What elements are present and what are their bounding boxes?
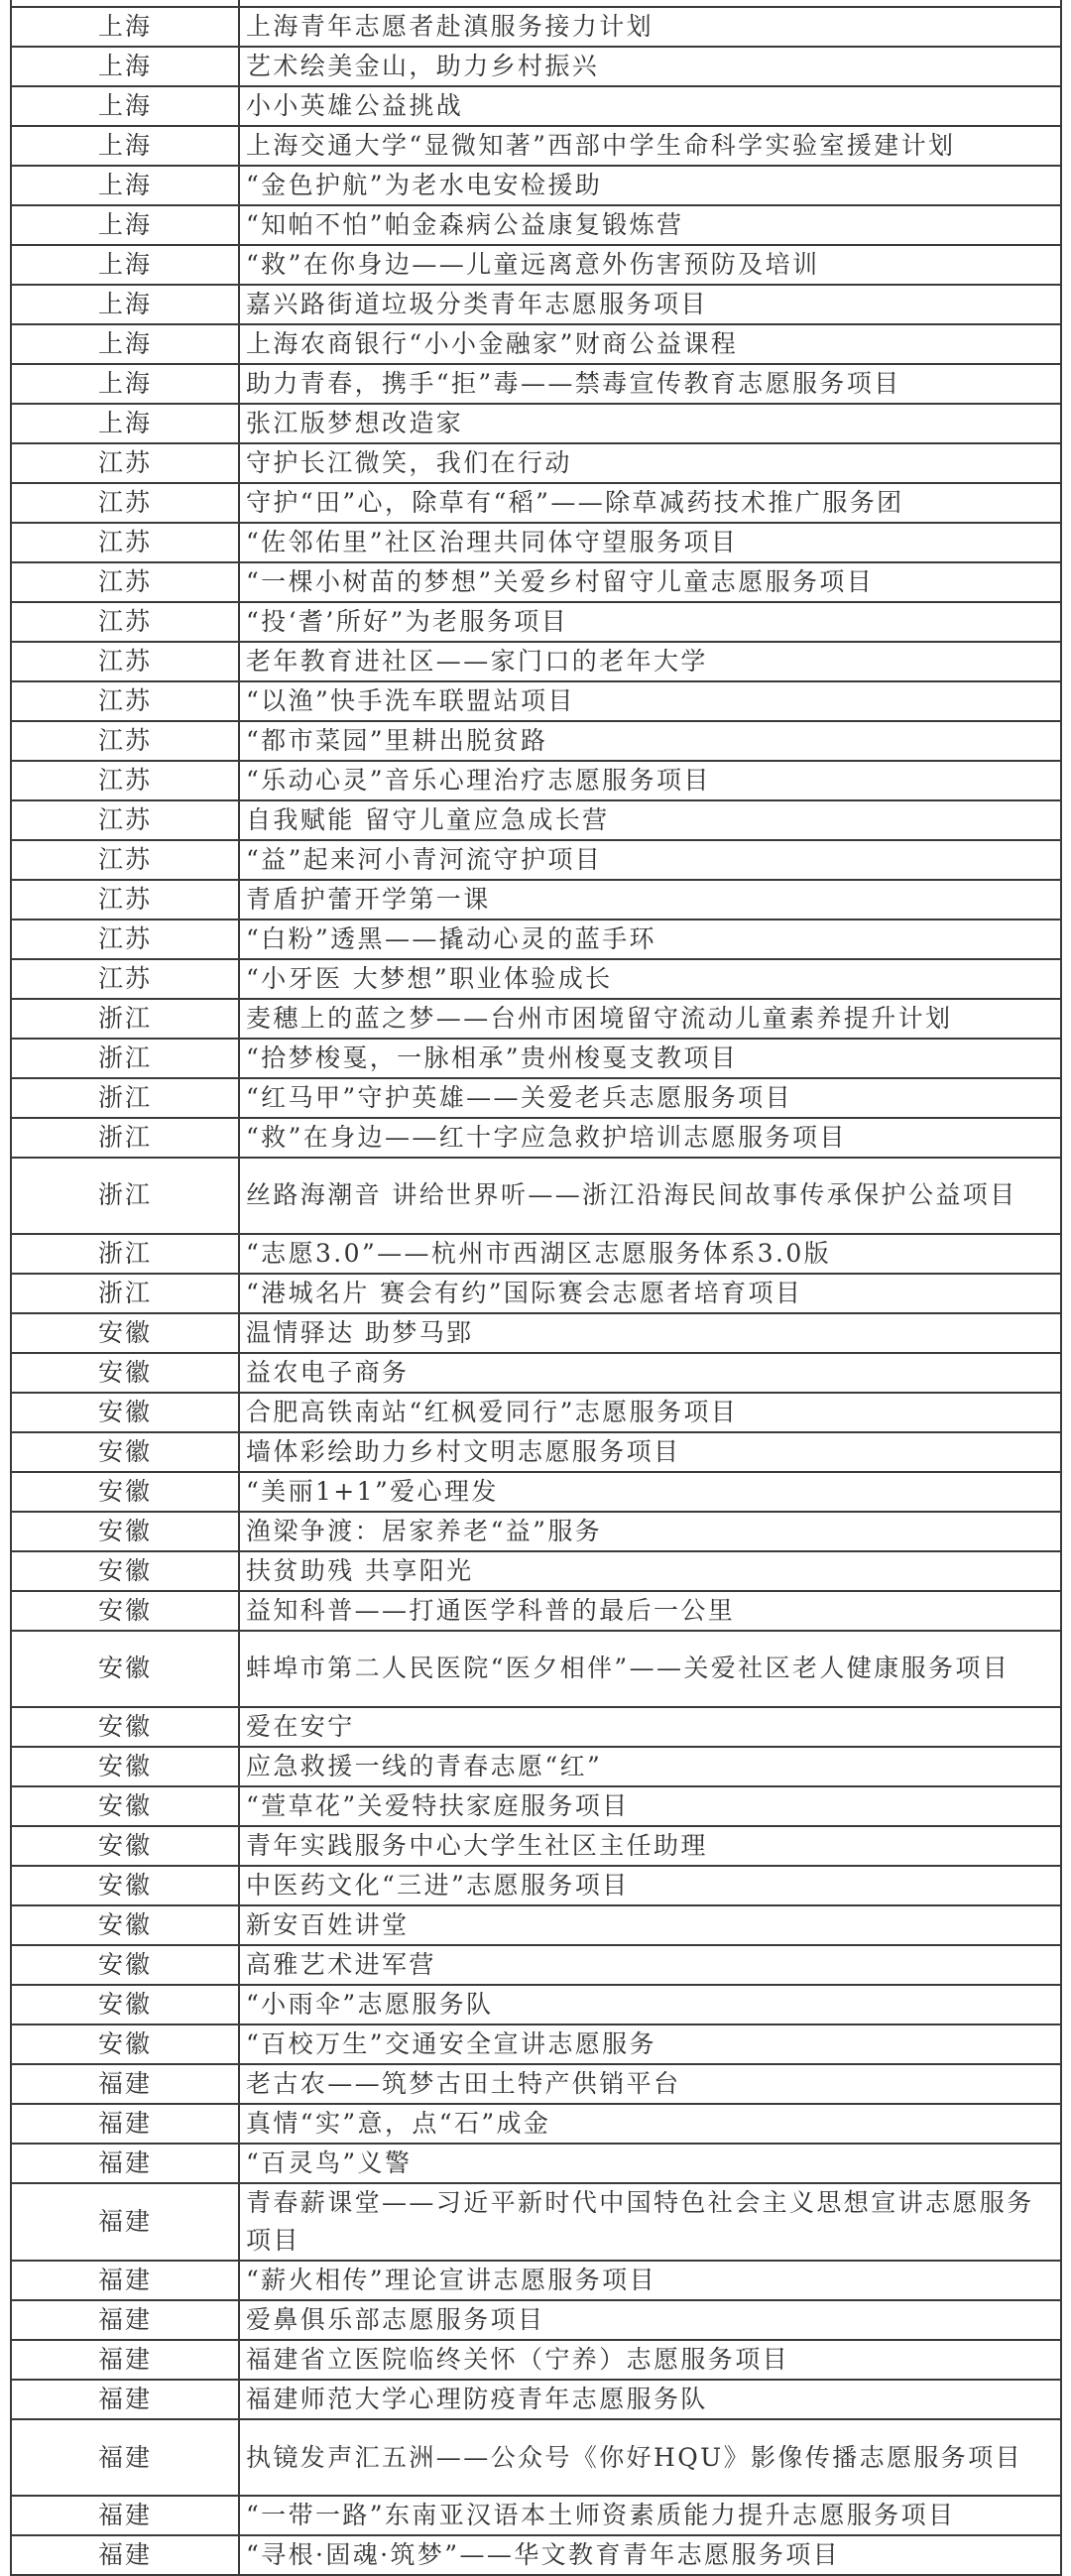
project-cell: 张江版梦想改造家 (239, 404, 1061, 443)
region-cell: 安徽 (11, 1985, 239, 2024)
table-row (11, 483, 1061, 523)
table-row (11, 285, 1061, 324)
project-cell: “百灵鸟”义警 (239, 2144, 1061, 2183)
project-cell: 青年实践服务中心大学生社区主任助理 (239, 1826, 1061, 1866)
table-row (11, 1118, 1061, 1158)
region-cell: 福建 (11, 2144, 239, 2183)
table-row (11, 999, 1061, 1039)
project-cell: “一棵小树苗的梦想”关爱乡村留守儿童志愿服务项目 (239, 562, 1061, 602)
region-cell: 上海 (11, 245, 239, 285)
table-row (11, 1985, 1061, 2024)
table-row (11, 761, 1061, 800)
table-row (11, 205, 1061, 245)
region-cell: 江苏 (11, 721, 239, 761)
project-cell: 艺术绘美金山，助力乡村振兴 (239, 47, 1061, 86)
project-cell: 嘉兴路街道垃圾分类青年志愿服务项目 (239, 285, 1061, 324)
region-cell (11, 0, 239, 7)
table-row (11, 2024, 1061, 2064)
project-cell: 高雅艺术进军营 (239, 1945, 1061, 1985)
project-cell: 真情“实”意，点“石”成金 (239, 2104, 1061, 2144)
table-row (11, 642, 1061, 681)
region-cell: 安徽 (11, 1826, 239, 1866)
project-cell: 小小英雄公益挑战 (239, 86, 1061, 126)
table-row (11, 1512, 1061, 1551)
project-cell: 福建省立医院临终关怀（宁养）志愿服务项目 (239, 2340, 1061, 2380)
region-cell: 福建 (11, 2261, 239, 2300)
table-row (11, 126, 1061, 166)
region-cell: 上海 (11, 166, 239, 205)
table-row (11, 324, 1061, 364)
region-cell: 上海 (11, 285, 239, 324)
table-row (11, 1866, 1061, 1905)
region-cell: 安徽 (11, 1512, 239, 1551)
project-cell: “小雨伞”志愿服务队 (239, 1985, 1061, 2024)
region-cell: 福建 (11, 2183, 239, 2261)
table-row (11, 2496, 1061, 2535)
region-cell: 安徽 (11, 1472, 239, 1512)
table-body (11, 0, 1061, 2575)
table-row (11, 86, 1061, 126)
table-row (11, 443, 1061, 483)
table-row (11, 920, 1061, 959)
project-cell: 墙体彩绘助力乡村文明志愿服务项目 (239, 1432, 1061, 1472)
region-cell: 安徽 (11, 1393, 239, 1432)
table-row (11, 1591, 1061, 1631)
region-cell: 福建 (11, 2419, 239, 2496)
project-cell: “红马甲”守护英雄——关爱老兵志愿服务项目 (239, 1078, 1061, 1118)
project-cell: “救”在身边——红十字应急救护培训志愿服务项目 (239, 1118, 1061, 1158)
table-row (11, 166, 1061, 205)
table-row (11, 562, 1061, 602)
project-cell: “乐动心灵”音乐心理治疗志愿服务项目 (239, 761, 1061, 800)
project-cell: 新安百姓讲堂 (239, 1905, 1061, 1945)
region-cell: 福建 (11, 2064, 239, 2104)
region-cell: 安徽 (11, 2024, 239, 2064)
region-cell: 上海 (11, 364, 239, 404)
project-cell: “以渔”快手洗车联盟站项目 (239, 681, 1061, 721)
project-cell: “志愿3.0”——杭州市西湖区志愿服务体系3.0版 (239, 1234, 1061, 1274)
project-cell: 助力青春，携手“拒”毒——禁毒宣传教育志愿服务项目 (239, 364, 1061, 404)
region-cell: 江苏 (11, 443, 239, 483)
project-cell (239, 0, 1061, 7)
project-cell: 丝路海潮音 讲给世界听——浙江沿海民间故事传承保护公益项目 (239, 1158, 1061, 1234)
region-cell: 福建 (11, 2535, 239, 2575)
table-row (11, 1551, 1061, 1591)
region-cell: 安徽 (11, 1866, 239, 1905)
table-row (11, 840, 1061, 880)
table-row (11, 404, 1061, 443)
project-cell: 麦穗上的蓝之梦——台州市困境留守流动儿童素养提升计划 (239, 999, 1061, 1039)
region-cell: 安徽 (11, 1591, 239, 1631)
region-cell: 上海 (11, 47, 239, 86)
project-cell: “一带一路”东南亚汉语本土师资素质能力提升志愿服务项目 (239, 2496, 1061, 2535)
table-row (11, 2104, 1061, 2144)
project-cell: 上海交通大学“显微知著”西部中学生命科学实验室援建计划 (239, 126, 1061, 166)
region-cell: 上海 (11, 7, 239, 47)
project-cell: 扶贫助残 共享阳光 (239, 1551, 1061, 1591)
table-row (11, 1393, 1061, 1432)
project-cell: “救”在你身边——儿童远离意外伤害预防及培训 (239, 245, 1061, 285)
project-cell: “拾梦梭戛，一脉相承”贵州梭戛支教项目 (239, 1039, 1061, 1078)
project-cell: 执镜发声汇五洲——公众号《你好HQU》影像传播志愿服务项目 (239, 2419, 1061, 2496)
table-row (11, 1472, 1061, 1512)
region-cell: 安徽 (11, 1551, 239, 1591)
table-row (11, 1707, 1061, 1747)
project-list-table (10, 0, 1062, 2576)
table-row-clipped (11, 0, 1061, 7)
region-cell: 安徽 (11, 1707, 239, 1747)
region-cell: 江苏 (11, 959, 239, 999)
project-cell: 自我赋能 留守儿童应急成长营 (239, 800, 1061, 840)
project-cell: 守护长江微笑，我们在行动 (239, 443, 1061, 483)
table-row (11, 1945, 1061, 1985)
project-cell: “百校万生”交通安全宣讲志愿服务 (239, 2024, 1061, 2064)
project-cell: “萱草花”关爱特扶家庭服务项目 (239, 1786, 1061, 1826)
region-cell: 江苏 (11, 840, 239, 880)
region-cell: 福建 (11, 2340, 239, 2380)
region-cell: 江苏 (11, 761, 239, 800)
region-cell: 江苏 (11, 523, 239, 562)
region-cell: 上海 (11, 205, 239, 245)
project-cell: “佐邻佑里”社区治理共同体守望服务项目 (239, 523, 1061, 562)
region-cell: 福建 (11, 2380, 239, 2419)
project-cell: “都市菜园”里耕出脱贫路 (239, 721, 1061, 761)
region-cell: 浙江 (11, 1118, 239, 1158)
table-row (11, 1432, 1061, 1472)
region-cell: 上海 (11, 324, 239, 364)
table-row (11, 2419, 1061, 2496)
region-cell: 安徽 (11, 1313, 239, 1353)
project-cell: 益知科普——打通医学科普的最后一公里 (239, 1591, 1061, 1631)
project-cell: 应急救援一线的青春志愿“红” (239, 1747, 1061, 1786)
region-cell: 江苏 (11, 642, 239, 681)
region-cell: 安徽 (11, 1432, 239, 1472)
table-row (11, 1313, 1061, 1353)
table-row (11, 2535, 1061, 2575)
table-row (11, 1353, 1061, 1393)
table-row (11, 1826, 1061, 1866)
project-cell: “寻根·固魂·筑梦”——华文教育青年志愿服务项目 (239, 2535, 1061, 2575)
region-cell: 安徽 (11, 1353, 239, 1393)
project-cell: 福建师范大学心理防疫青年志愿服务队 (239, 2380, 1061, 2419)
region-cell: 福建 (11, 2496, 239, 2535)
table-row (11, 2380, 1061, 2419)
table-row (11, 2300, 1061, 2340)
table-row (11, 1747, 1061, 1786)
region-cell: 江苏 (11, 483, 239, 523)
region-cell: 江苏 (11, 602, 239, 642)
project-cell: 爱在安宁 (239, 1707, 1061, 1747)
table-row (11, 1158, 1061, 1234)
region-cell: 安徽 (11, 1945, 239, 1985)
table-row (11, 1078, 1061, 1118)
region-cell: 浙江 (11, 1158, 239, 1234)
table-row (11, 1039, 1061, 1078)
table-row (11, 800, 1061, 840)
table-row (11, 245, 1061, 285)
region-cell: 江苏 (11, 880, 239, 920)
project-cell: 蚌埠市第二人民医院“医夕相伴”——关爱社区老人健康服务项目 (239, 1631, 1061, 1707)
region-cell: 福建 (11, 2104, 239, 2144)
region-cell: 浙江 (11, 1234, 239, 1274)
table-row (11, 364, 1061, 404)
table-row (11, 880, 1061, 920)
region-cell: 浙江 (11, 1039, 239, 1078)
table-row (11, 602, 1061, 642)
region-cell: 浙江 (11, 1274, 239, 1313)
table-row (11, 2144, 1061, 2183)
project-cell: “白粉”透黑——撬动心灵的蓝手环 (239, 920, 1061, 959)
project-cell: 合肥高铁南站“红枫爱同行”志愿服务项目 (239, 1393, 1061, 1432)
project-cell: 老年教育进社区——家门口的老年大学 (239, 642, 1061, 681)
project-cell: 青春薪课堂——习近平新时代中国特色社会主义思想宣讲志愿服务项目 (239, 2183, 1061, 2261)
project-cell: “港城名片 赛会有约”国际赛会志愿者培育项目 (239, 1274, 1061, 1313)
region-cell: 江苏 (11, 562, 239, 602)
project-cell: “薪火相传”理论宣讲志愿服务项目 (239, 2261, 1061, 2300)
project-cell: 中医药文化“三进”志愿服务项目 (239, 1866, 1061, 1905)
table-row (11, 47, 1061, 86)
region-cell: 江苏 (11, 800, 239, 840)
region-cell: 浙江 (11, 1078, 239, 1118)
table-row (11, 1786, 1061, 1826)
table-row (11, 1631, 1061, 1707)
region-cell: 福建 (11, 2300, 239, 2340)
project-cell: 上海青年志愿者赴滇服务接力计划 (239, 7, 1061, 47)
table-row (11, 2183, 1061, 2261)
project-cell: 温情驿达 助梦马郢 (239, 1313, 1061, 1353)
region-cell: 上海 (11, 86, 239, 126)
project-cell: 益农电子商务 (239, 1353, 1061, 1393)
table-row (11, 2064, 1061, 2104)
table-row (11, 2340, 1061, 2380)
table-row (11, 2261, 1061, 2300)
project-cell: “金色护航”为老水电安检援助 (239, 166, 1061, 205)
region-cell: 上海 (11, 126, 239, 166)
project-cell: “小牙医 大梦想”职业体验成长 (239, 959, 1061, 999)
project-cell: 青盾护蕾开学第一课 (239, 880, 1061, 920)
region-cell: 安徽 (11, 1631, 239, 1707)
project-cell: “知帕不怕”帕金森病公益康复锻炼营 (239, 205, 1061, 245)
region-cell: 上海 (11, 404, 239, 443)
region-cell: 江苏 (11, 920, 239, 959)
project-cell: “美丽1+1”爱心理发 (239, 1472, 1061, 1512)
project-cell: 上海农商银行“小小金融家”财商公益课程 (239, 324, 1061, 364)
table-row (11, 1274, 1061, 1313)
region-cell: 安徽 (11, 1786, 239, 1826)
table-row (11, 523, 1061, 562)
project-cell: “益”起来河小青河流守护项目 (239, 840, 1061, 880)
region-cell: 江苏 (11, 681, 239, 721)
project-cell: “投‘耆’所好”为老服务项目 (239, 602, 1061, 642)
project-cell: 渔梁争渡：居家养老“益”服务 (239, 1512, 1061, 1551)
table-row (11, 681, 1061, 721)
table-row (11, 1905, 1061, 1945)
project-cell: 爱鼻俱乐部志愿服务项目 (239, 2300, 1061, 2340)
region-cell: 浙江 (11, 999, 239, 1039)
project-cell: 守护“田”心，除草有“稻”——除草减药技术推广服务团 (239, 483, 1061, 523)
table-row (11, 7, 1061, 47)
table-row (11, 959, 1061, 999)
region-cell: 安徽 (11, 1905, 239, 1945)
table-row (11, 1234, 1061, 1274)
project-cell: 老古农——筑梦古田土特产供销平台 (239, 2064, 1061, 2104)
region-cell: 安徽 (11, 1747, 239, 1786)
table-row (11, 721, 1061, 761)
